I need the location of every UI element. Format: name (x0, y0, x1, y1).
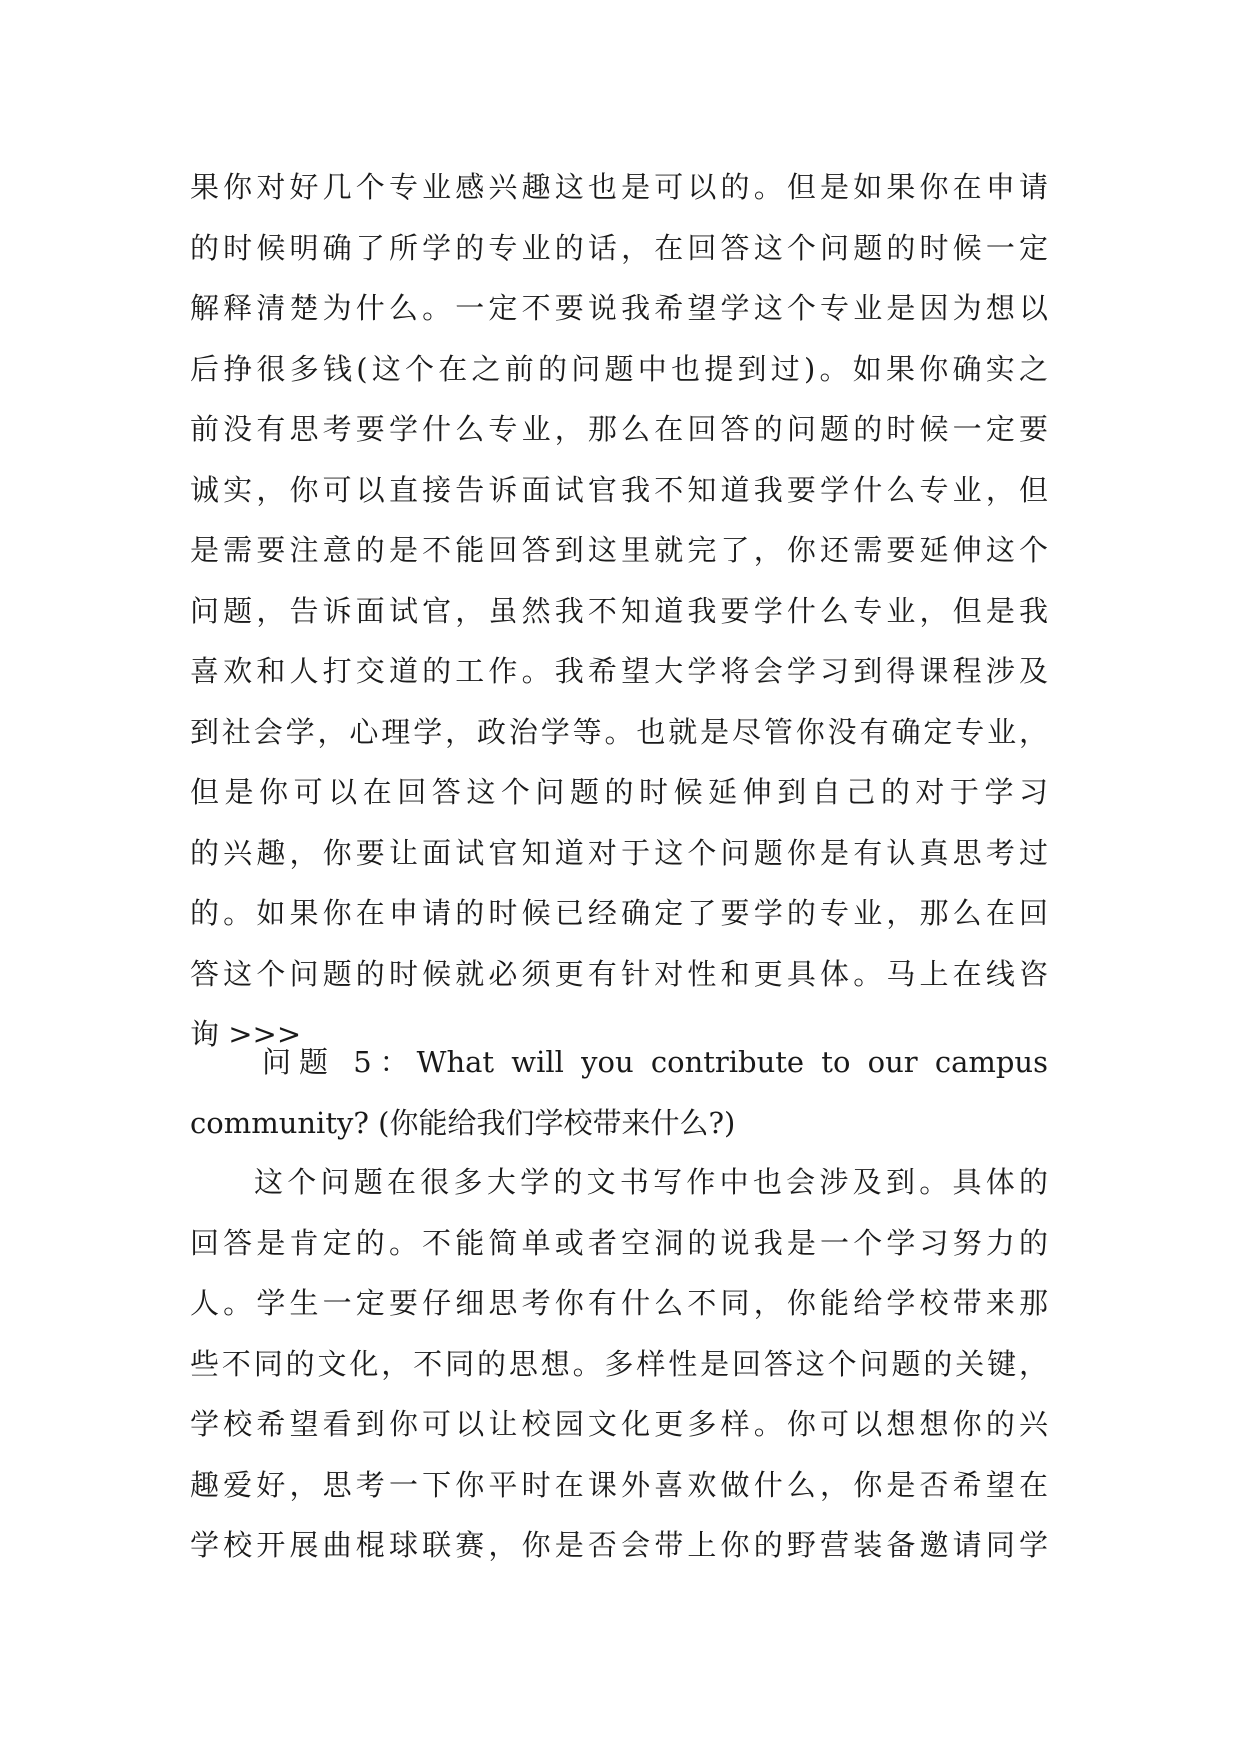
paragraph-line: 学校希望看到你可以让校园文化更多样。你可以想想你的兴 (190, 1407, 1048, 1441)
paragraph-line: 学校开展曲棍球联赛，你是否会带上你的野营装备邀请同学 (190, 1528, 1048, 1562)
paragraph-line: 这个问题在很多大学的文书写作中也会涉及到。具体的 (254, 1165, 1048, 1199)
paragraph-line: 答这个问题的时候就必须更有针对性和更具体。马上在线咨 (190, 956, 1048, 991)
paragraph-line: 喜欢和人打交道的工作。我希望大学将会学习到得课程涉及 (190, 654, 1048, 688)
paragraph-line: 果你对好几个专业感兴趣这也是可以的。但是如果你在申请 (190, 170, 1048, 204)
question-5-heading (190, 1032, 1048, 1153)
paragraph-line: 回答是肯定的。不能简单或者空洞的说我是一个学习努力的 (190, 1225, 1048, 1260)
paragraph-line: 的。如果你在申请的时候已经确定了要学的专业，那么在回 (190, 896, 1048, 930)
paragraph-line: 但是你可以在回答这个问题的时候延伸到自己的对于学习 (190, 775, 1048, 809)
paragraph-line: 后挣很多钱(这个在之前的问题中也提到过)。如果你确实之 (190, 351, 1048, 386)
paragraph-major-choice (190, 157, 1048, 1065)
question-line: community? (你能给我们学校带来什么?) (190, 1105, 736, 1140)
consult-link[interactable]: 询 >>> (190, 1017, 302, 1051)
paragraph-line: 人。学生一定要仔细思考你有什么不同，你能给学校带来那 (190, 1286, 1048, 1320)
paragraph-line: 到社会学，心理学，政治学等。也就是尽管你没有确定专业， (190, 714, 1048, 749)
question-line: 问题 5：What will you contribute to our campus (262, 1045, 1048, 1079)
paragraph-line: 趣爱好，思考一下你平时在课外喜欢做什么，你是否希望在 (190, 1467, 1048, 1502)
paragraph-line: 是需要注意的是不能回答到这里就完了，你还需要延伸这个 (190, 533, 1048, 567)
paragraph-contribution (190, 1152, 1048, 1576)
paragraph-line: 解释清楚为什么。一定不要说我希望学这个专业是因为想以 (190, 291, 1048, 325)
paragraph-line: 问题，告诉面试官，虽然我不知道我要学什么专业，但是我 (190, 593, 1048, 628)
paragraph-line: 的时候明确了所学的专业的话，在回答这个问题的时候一定 (190, 230, 1048, 265)
paragraph-line: 诚实，你可以直接告诉面试官我不知道我要学什么专业，但 (190, 472, 1048, 507)
paragraph-line: 的兴趣，你要让面试官知道对于这个问题你是有认真思考过 (190, 835, 1048, 870)
paragraph-line: 些不同的文化，不同的思想。多样性是回答这个问题的关键， (190, 1346, 1048, 1381)
paragraph-line: 前没有思考要学什么专业，那么在回答的问题的时候一定要 (190, 412, 1048, 446)
